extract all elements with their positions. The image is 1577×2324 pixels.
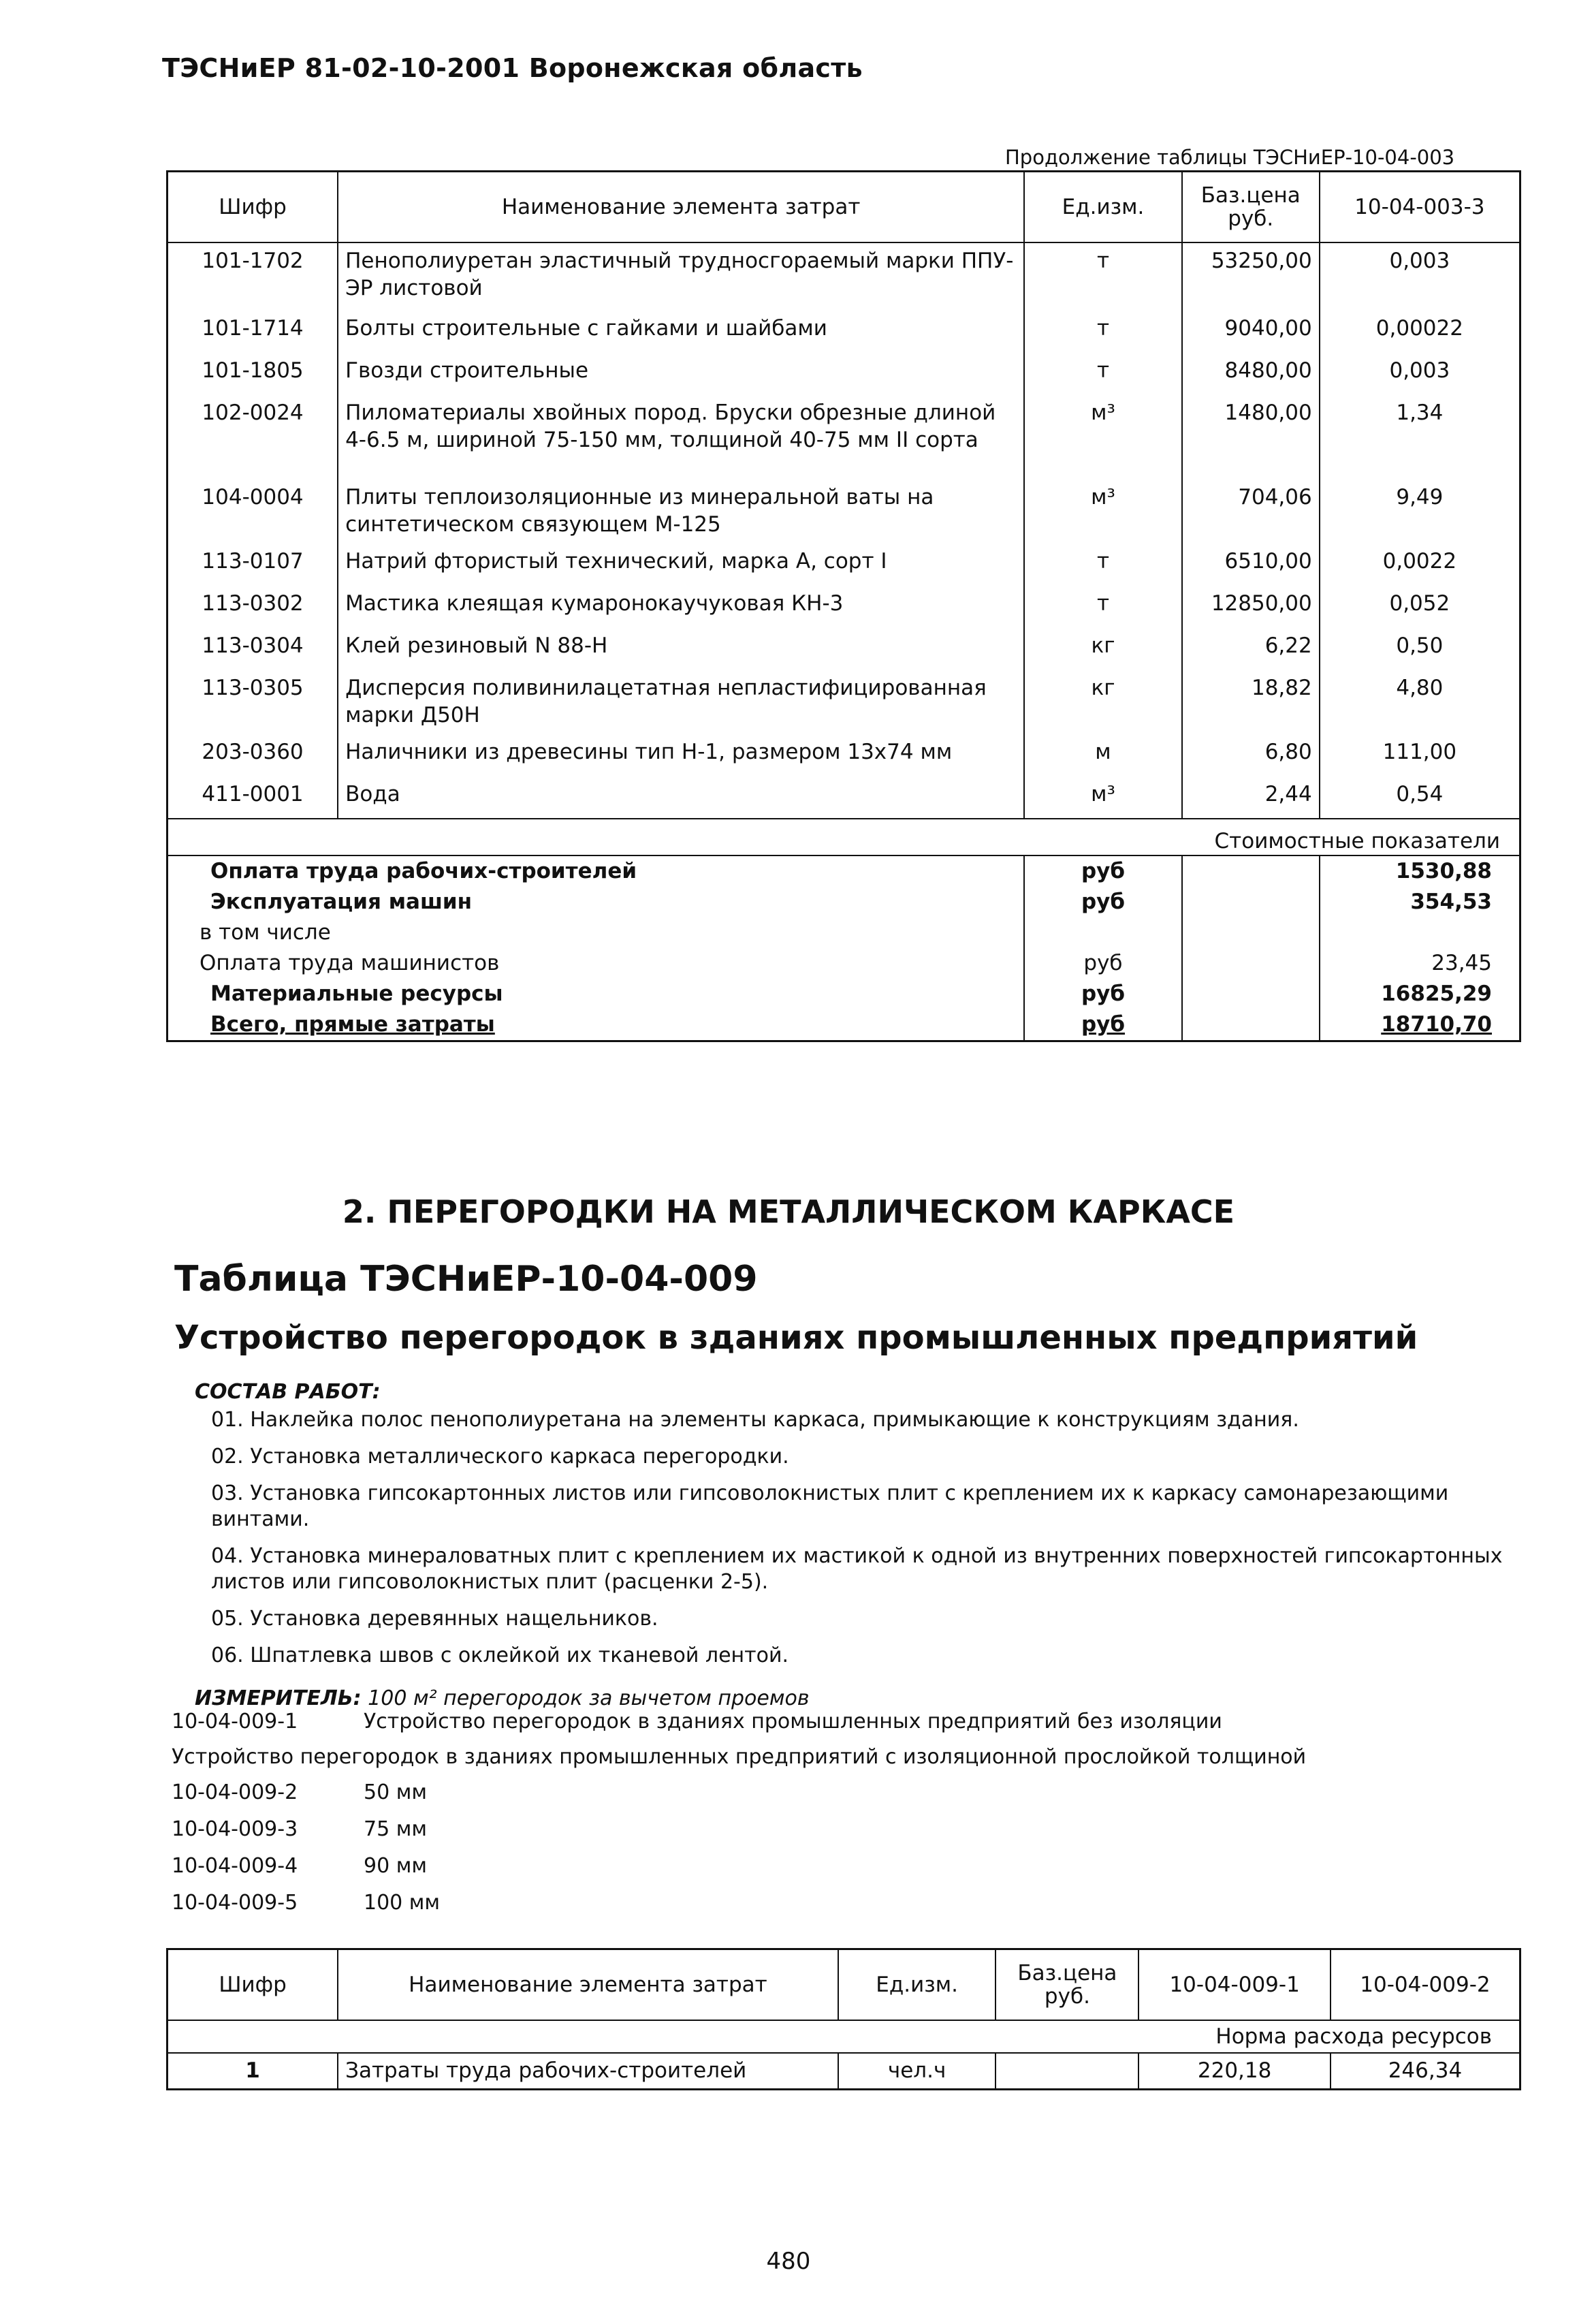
table-header-row [168,172,1520,242]
cell-price: 53250,00 [1182,242,1320,311]
summary-value: 16825,29 [1381,981,1492,1006]
rate-thickness: 90 мм [364,1854,427,1878]
cell-qty: 0,003 [1389,358,1450,383]
sostav-label: СОСТАВ РАБОТ: [195,1380,381,1404]
cell-price: 6,22 [1182,628,1320,670]
summary-row [168,1009,1520,1041]
table-row [168,480,1520,544]
izmeritel-text: 100 м² перегородок за вычетом проемов [368,1686,810,1710]
cell-code: 101-1714 [168,311,338,353]
summary-row [168,855,1520,887]
table-row [168,544,1520,586]
table-row [168,734,1520,776]
cell-unit: т [1024,311,1182,353]
cell-code: 102-0024 [168,395,338,480]
cell-qty: 0,0022 [1382,548,1457,574]
cell-code: 113-0305 [168,670,338,734]
summary-unit: руб [1024,979,1182,1009]
summary-label: в том числе [168,917,1025,948]
cell-qty: 9,49 [1396,484,1444,509]
table-row [168,242,1520,311]
header-norm-1: 10-04-009-1 [1138,1949,1331,2020]
rate-code: 10-04-009-5 [172,1891,298,1915]
table-body [168,242,1520,819]
cell-price: 6510,00 [1182,544,1320,586]
rate-thickness: 50 мм [364,1780,427,1804]
header-price: Баз.цена руб. [1182,172,1320,242]
resource-table-1 [166,170,1521,1042]
cell-code: 411-0001 [168,776,338,819]
summary-blank [1182,979,1320,1009]
summary-label: Материальные ресурсы [168,979,1025,1009]
header-code: Шифр [168,172,338,242]
table-row [168,311,1520,353]
summary-body [168,855,1520,1041]
cell-unit: т [1024,586,1182,628]
table-continuation-label: Продолжение таблицы ТЭСНиЕР-10-04-003 [1005,146,1455,169]
cell-price: 1480,00 [1182,395,1320,480]
cell-price: 12850,00 [1182,586,1320,628]
cell-price: 8480,00 [1182,353,1320,395]
summary-label: Всего, прямые затраты [168,1009,1025,1041]
table-row [168,586,1520,628]
summary-label: Эксплуатация машин [168,887,1025,917]
table-row [168,353,1520,395]
cell-name: Натрий фтористый технический, марка А, сорт I [338,544,1024,586]
cell-price: 2,44 [1182,776,1320,819]
work-item: 04. Установка минераловатных плит с креплением их мастикой к одной из внутренних поверхностей гипсокартонных листов или гипсоволокнистых плит (расценки 2-5). [211,1544,1503,1594]
cell-unit: чел.ч [838,2053,996,2090]
norm-label: Норма расхода ресурсов [1215,2024,1492,2049]
cost-label: Стоимостные показатели [1214,828,1500,853]
cell-qty: 1,34 [1396,400,1444,425]
rate-thickness: 75 мм [364,1817,427,1841]
document-header: ТЭСНиЕР 81-02-10-2001 Воронежская область [162,53,863,83]
summary-unit: руб [1024,887,1182,917]
cell-unit: т [1024,242,1182,311]
rate-code: 10-04-009-4 [172,1854,298,1878]
cell-name: Гвозди строительные [338,353,1024,395]
summary-value: 18710,70 [1381,1011,1492,1037]
cell-qty: 0,00022 [1375,315,1463,341]
cell-price: 704,06 [1182,480,1320,544]
cell-code: 203-0360 [168,734,338,776]
summary-unit: руб [1024,948,1182,979]
rate-code: 10-04-009-2 [172,1780,298,1804]
cell-qty: 0,003 [1389,248,1450,273]
header-price: Баз.цена руб. [995,1949,1138,2020]
cell-price: 18,82 [1182,670,1320,734]
norm-label-row [168,2020,1520,2053]
summary-label: Оплата труда рабочих-строителей [168,855,1025,887]
summary-label: Оплата труда машинистов [168,948,1025,979]
rate-note: Устройство перегородок в зданиях промышленных предприятий с изоляционной прослойкой толщиной [172,1745,1307,1769]
header-code: Шифр [168,1949,338,2020]
izmeritel-label: ИЗМЕРИТЕЛЬ: [195,1686,362,1710]
rate-description: Устройство перегородок в зданиях промышленных предприятий без изоляции [364,1710,1222,1733]
cell-code: 113-0304 [168,628,338,670]
cell-qty: 111,00 [1382,739,1457,764]
summary-row [168,887,1520,917]
cell-qty: 0,50 [1396,633,1444,658]
work-item: 03. Установка гипсокартонных листов или гипсоволокнистых плит с креплением их к каркасу самонарезающими винтами. [211,1481,1449,1531]
cell-name: Пенополиуретан эластичный трудносгораемый марки ППУ-ЭР листовой [338,242,1024,311]
table-row [168,776,1520,819]
section-heading: 2. ПЕРЕГОРОДКИ НА МЕТАЛЛИЧЕСКОМ КАРКАСЕ [342,1193,1235,1230]
cost-label-row [168,819,1520,855]
cell-name: Болты строительные с гайками и шайбами [338,311,1024,353]
table-header-row [168,1949,1520,2020]
cell-price: 6,80 [1182,734,1320,776]
header-norm-2: 10-04-009-2 [1360,1972,1491,1997]
work-item: 01. Наклейка полос пенополиуретана на элементы каркаса, примыкающие к конструкциям здания. [211,1408,1299,1432]
table-title: Таблица ТЭСНиЕР-10-04-009 [174,1259,758,1300]
table-row [168,2053,1520,2090]
summary-unit [1024,917,1182,948]
cell-name: Клей резиновый N 88-Н [338,628,1024,670]
rate-code: 10-04-009-1 [172,1710,298,1733]
work-item: 06. Шпатлевка швов с оклейкой их тканевой лентой. [211,1644,789,1667]
summary-value: 23,45 [1431,950,1492,975]
cell-norm-2: 246,34 [1388,2058,1463,2084]
cell-price [995,2053,1138,2090]
izmeritel [195,1686,810,1710]
summary-blank [1182,1009,1320,1041]
summary-blank [1182,948,1320,979]
cell-unit: т [1024,353,1182,395]
header-unit: Ед.изм. [838,1949,996,2020]
cell-code: 1 [168,2053,338,2090]
cell-unit: м³ [1024,395,1182,480]
cell-unit: м [1024,734,1182,776]
cell-unit: т [1024,544,1182,586]
summary-blank [1182,917,1320,948]
summary-row [168,917,1520,948]
page-number: 480 [766,2248,811,2275]
cell-name: Затраты труда рабочих-строителей [338,2053,838,2090]
rate-thickness: 100 мм [364,1891,441,1915]
summary-unit: руб [1024,1009,1182,1041]
table-subtitle: Устройство перегородок в зданиях промышленных предприятий [174,1319,1418,1357]
cell-name: Дисперсия поливинилацетатная непластифицированная марки Д50Н [338,670,1024,734]
work-item: 05. Установка деревянных нащельников. [211,1607,658,1631]
summary-blank [1182,887,1320,917]
cell-code: 101-1805 [168,353,338,395]
cell-name: Вода [338,776,1024,819]
cell-unit: м³ [1024,776,1182,819]
resource-table-2 [166,1948,1521,2090]
summary-value: 1530,88 [1395,858,1492,883]
cell-code: 104-0004 [168,480,338,544]
summary-unit: руб [1024,855,1182,887]
cell-name: Плиты теплоизоляционные из минеральной ваты на синтетическом связующем М-125 [338,480,1024,544]
table-row [168,628,1520,670]
header-unit: Ед.изм. [1024,172,1182,242]
summary-value: 354,53 [1410,889,1492,914]
cell-name: Пиломатериалы хвойных пород. Бруски обрезные длиной 4-6.5 м, шириной 75-150 мм, толщиной 40-75 мм II сорта [338,395,1024,480]
rate-code: 10-04-009-3 [172,1817,298,1841]
cell-unit: кг [1024,670,1182,734]
cell-qty: 4,80 [1396,675,1444,700]
cell-qty: 0,052 [1389,591,1450,616]
cell-norm-1: 220,18 [1138,2053,1331,2090]
table-row [168,670,1520,734]
cell-name: Мастика клеящая кумаронокаучуковая КН-3 [338,586,1024,628]
cell-code: 113-0302 [168,586,338,628]
cell-code: 113-0107 [168,544,338,586]
cell-unit: м³ [1024,480,1182,544]
cell-code: 101-1702 [168,242,338,311]
header-name: Наименование элемента затрат [338,1949,838,2020]
cell-name: Наличники из древесины тип Н-1, размером 13х74 мм [338,734,1024,776]
cell-unit: кг [1024,628,1182,670]
work-item: 02. Установка металлического каркаса перегородки. [211,1445,789,1469]
cell-qty: 0,54 [1396,781,1444,806]
header-name: Наименование элемента затрат [338,172,1024,242]
table-row [168,395,1520,480]
summary-value [1320,917,1520,948]
header-norm: 10-04-003-3 [1354,194,1485,219]
summary-blank [1182,855,1320,887]
summary-row [168,979,1520,1009]
summary-row [168,948,1520,979]
cell-price: 9040,00 [1182,311,1320,353]
